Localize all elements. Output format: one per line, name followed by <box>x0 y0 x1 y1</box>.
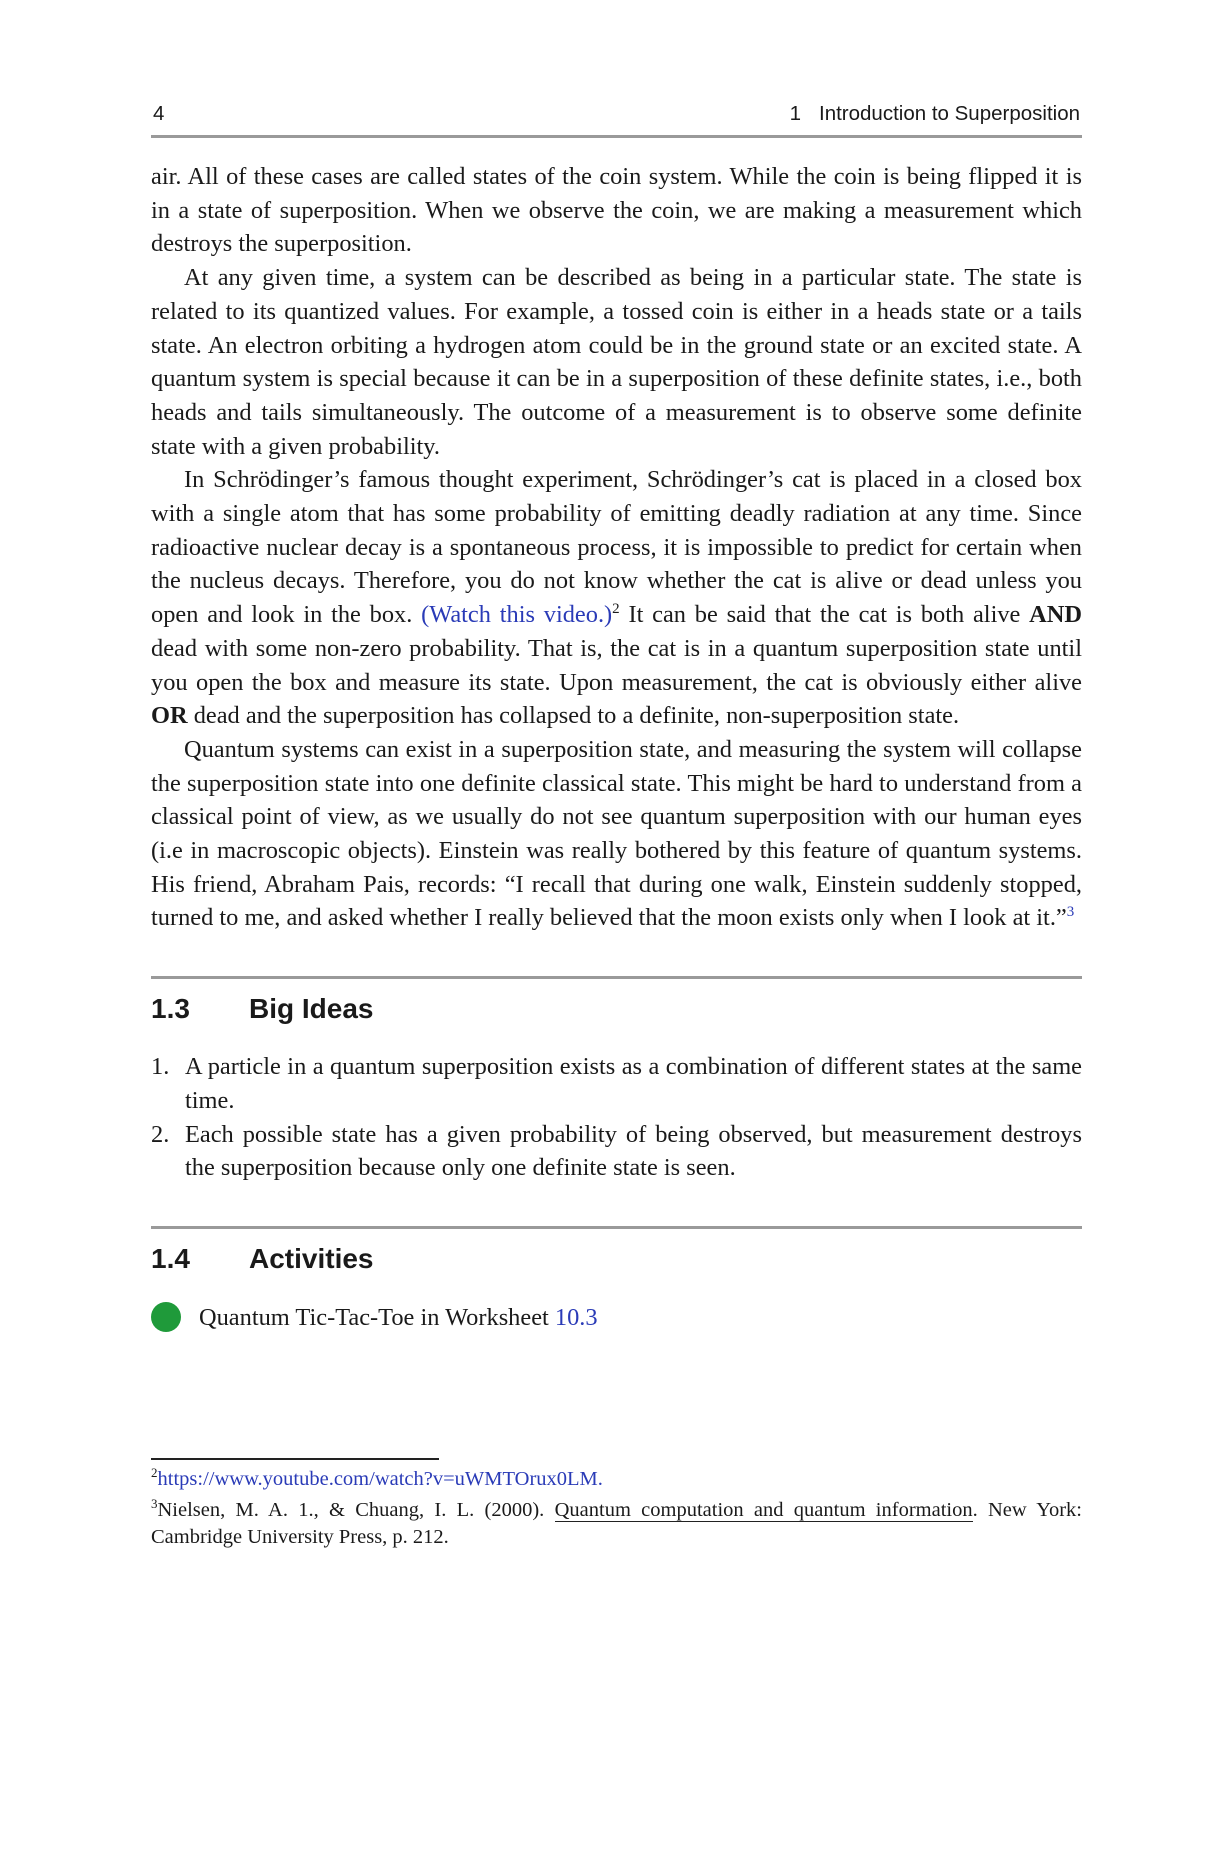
section-1-4-heading <box>151 1241 1082 1277</box>
footnote-3-text-1: Nielsen, M. A. 1., & Chuang, I. L. (2000). <box>157 1498 555 1521</box>
section-number: 1.4 <box>151 1242 190 1274</box>
paragraph-4 <box>151 733 1082 935</box>
footnote-ref-3[interactable]: 3 <box>1066 904 1075 921</box>
chapter-heading <box>790 100 1080 128</box>
list-item <box>151 1050 1082 1117</box>
section-1-3-rule <box>151 976 1082 979</box>
footnote-rule <box>151 1458 439 1460</box>
paragraph-4-text: Quantum systems can exist in a superposition state, and measuring the system will collapse the superposition state into one definite classical state. This might be hard to understand from a classical point of view, as we usually do not see quantum superposition with our human eyes (i.e in macroscopic objects). Einstein was really bothered by this feature of quantum systems. His friend, Abraham Pais, records: “I recall that during one walk, Einstein suddenly stopped, turned to me, and asked whether I really believed that the moon exists only when I look at it.” <box>151 735 1082 932</box>
book-page <box>151 100 1082 1551</box>
paragraph-3-text-4: dead and the superposition has collapsed to a definite, non-superposition state. <box>187 702 960 730</box>
list-item-text: A particle in a quantum superposition exists as a combination of different states at the same time. <box>185 1053 1082 1114</box>
youtube-url-link[interactable]: https://www.youtube.com/watch?v=uWMTOrux0LM. <box>157 1467 603 1490</box>
body-text <box>151 160 1082 935</box>
section-title: Big Ideas <box>249 993 374 1025</box>
activity-item <box>151 1301 1082 1334</box>
chapter-number: 1 <box>789 102 802 125</box>
section-number: 1.3 <box>151 993 190 1025</box>
bold-or: OR <box>151 702 188 730</box>
section-title: Activities <box>249 1242 374 1274</box>
list-item-text: Each possible state has a given probability of being observed, but measurement destroys the superposition because only one definite state is seen. <box>185 1120 1082 1182</box>
paragraph-3 <box>151 463 1082 733</box>
footnote-3-text-2: . New York: Cambridge University Press, p. 212. <box>151 1498 1082 1548</box>
list-item-number: 2. <box>151 1120 170 1148</box>
list-item <box>151 1118 1082 1185</box>
section-1-4-rule <box>151 1226 1082 1229</box>
bold-and: AND <box>1029 601 1082 629</box>
footnote-ref-2[interactable]: 2 <box>612 601 620 618</box>
paragraph-1: air. All of these cases are called states of the coin system. While the coin is being flipped it is in a state of superposition. When we observe the coin, we are making a measurement which destroys the superposition. <box>151 163 1082 258</box>
footnote-mark: 3 <box>151 1496 158 1512</box>
paragraph-3-text-2: It can be said that the cat is both alive <box>619 601 1030 629</box>
list-item-number: 1. <box>151 1053 170 1081</box>
chapter-title: Introduction to Superposition <box>819 102 1080 125</box>
worksheet-link[interactable]: 10.3 <box>554 1303 598 1331</box>
activity-text <box>199 1301 598 1334</box>
footnote-3 <box>151 1497 1082 1551</box>
running-head <box>151 100 1082 128</box>
book-title-link[interactable]: Quantum computation and quantum information <box>554 1498 973 1521</box>
activity-label: Quantum Tic-Tac-Toe in Worksheet <box>199 1303 555 1331</box>
green-dot-icon <box>151 1302 181 1332</box>
big-ideas-list <box>151 1050 1082 1185</box>
footnote-2 <box>151 1466 1082 1493</box>
paragraph-2: At any given time, a system can be described as being in a particular state. The state is related to its quantized values. For example, a tossed coin is either in a heads state or a tails state. An electron orbiting a hydrogen atom could be in the ground state or an excited state. A quantum system is special because it can be in a superposition of these definite states, i.e., both heads and tails simultaneously. The outcome of a measurement is to observe some definite state with a given probability. <box>151 264 1082 460</box>
watch-video-link[interactable]: (Watch this video.) <box>421 601 613 629</box>
paragraph-3-text-3: dead with some non-zero probability. That is, the cat is in a quantum superposition state until you open the box and measure its state. Upon measurement, the cat is obviously either alive <box>151 634 1082 696</box>
paragraph-3-text-1: In Schrödinger’s famous thought experiment, Schrödinger’s cat is placed in a closed box with a single atom that has some probability of emitting deadly radiation at any time. Since radioactive nuclear decay is a spontaneous process, it is impossible to predict for certain when the nucleus decays. Therefore, you do not know whether the cat is alive or dead unless you open and look in the box. <box>151 466 1082 629</box>
page-number: 4 <box>153 102 165 125</box>
header-rule <box>151 135 1082 138</box>
section-1-3-heading <box>151 991 1082 1027</box>
footnote-mark: 2 <box>151 1465 158 1481</box>
